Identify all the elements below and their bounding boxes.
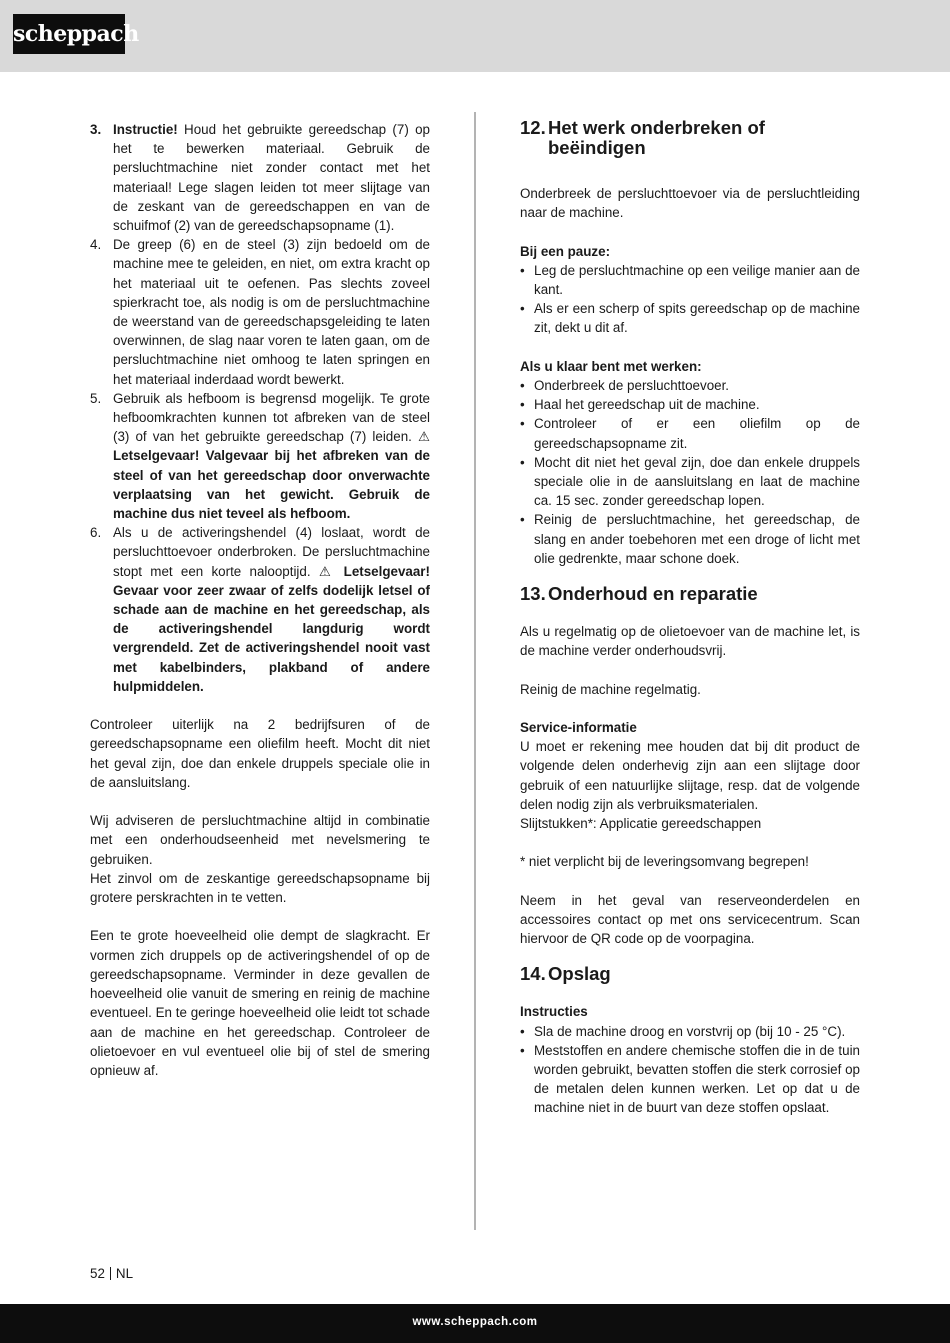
pause-list <box>520 261 860 338</box>
storage-subheading: Instructies <box>520 1004 588 1020</box>
bullet-icon: • <box>520 262 525 278</box>
column-divider <box>474 112 476 1230</box>
section-title: Onderhoud en reparatie <box>548 583 758 605</box>
section-title: Het werk onderbreken of beëindigen <box>548 117 765 158</box>
bullet-item <box>520 261 860 299</box>
language-code: NL <box>115 1266 134 1281</box>
done-subheading: Als u klaar bent met werken: <box>520 358 702 374</box>
list-item-text <box>113 235 430 389</box>
page-header <box>0 0 950 72</box>
scheppach-logo: scheppach <box>13 14 125 54</box>
section-12-intro: Onderbreek de persluchttoevoer via de persluchtleiding naar de machine. <box>520 186 860 221</box>
storage-list <box>520 1022 860 1118</box>
section-number: 13. <box>520 583 546 605</box>
paragraph-maintenance-unit: Wij adviseren de persluchtmachine altijd in combinatie met een onderhoudseenheid met nevelsmering te gebruiken. <box>90 813 430 867</box>
bullet-text: Reinig de persluchtmachine, het gereedschap, de slang en ander toebehoren met een droge of licht met olie gedrenkte, maar schone doek. <box>534 512 860 566</box>
list-item <box>90 389 430 523</box>
bullet-item <box>520 1041 860 1118</box>
bullet-text: Onderbreek de persluchttoevoer. <box>534 378 730 393</box>
service-subheading: Service-informatie <box>520 720 637 736</box>
section-14-heading <box>520 964 860 984</box>
bullet-icon: • <box>520 512 525 528</box>
bullet-item <box>520 453 860 511</box>
pause-subheading: Bij een pauze: <box>520 243 611 259</box>
body-text: Houd het gebruikte gereedschap (7) op het te bewerken materiaal. Gebruik de persluchtmachine niet zonder contact met het materiaal! Lege slagen leiden tot meer slijtage van de zeskant van de gereedschappen en van de schuifmof (2) van de gereedschapsopname (1). <box>113 122 430 234</box>
website-url: www.scheppach.com <box>412 1316 538 1328</box>
warning-text: Instructie! <box>113 122 178 137</box>
bullet-text: Leg de persluchtmachine op een veilige manier aan de kant. <box>534 262 860 297</box>
bullet-icon: • <box>520 397 525 413</box>
bullet-text: Als er een scherp of spits gereedschap op de machine zit, dekt u dit af. <box>534 301 860 336</box>
list-item <box>90 120 430 235</box>
list-item-number: 5. <box>90 390 102 406</box>
bullet-icon: • <box>520 378 525 393</box>
bullet-icon: • <box>520 454 525 470</box>
bullet-item <box>520 299 860 337</box>
section-number: 12. <box>520 117 546 138</box>
paragraph-grease: Het zinvol om de zeskantige gereedschapsopname bij grotere perskrachten in te vetten. <box>90 870 430 906</box>
list-item-text <box>113 120 430 235</box>
body-text: Gebruik als hefboom is begrensd mogelijk. Te grote hefboomkrachten kunnen tot afbreken van de steel (3) of van het gebruikte gereedschap (7) leiden. <box>113 390 430 445</box>
list-item <box>90 523 430 696</box>
section-title: Opslag <box>548 963 611 985</box>
right-column <box>520 116 860 1118</box>
bullet-item <box>520 1022 860 1041</box>
paragraph-oil-check: Controleer uiterlijk na 2 bedrijfsuren of de gereedschapsopname een oliefilm heeft. Mocht dit niet het geval zijn, doe dan enkele druppels speciale olie in de aansluitslang. <box>90 717 430 790</box>
section-13-paragraph: Als u regelmatig op de olietoevoer van de machine let, is de machine verder onderhoudsvrij. <box>520 624 860 659</box>
service-text: U moet er rekening mee houden dat bij dit product de volgende delen onderhevig zijn aan een slijtage door gebruik of een natuurlijke slijtage, resp. dat de volgende delen nodig zijn als verbruiksmaterialen. <box>520 739 860 812</box>
list-item <box>90 235 430 389</box>
list-item-text <box>113 389 430 523</box>
left-column <box>90 120 430 1080</box>
section-13-heading <box>520 584 860 604</box>
section-12-heading <box>520 118 860 158</box>
footer-separator <box>110 1267 111 1280</box>
bullet-text: Haal het gereedschap uit de machine. <box>534 397 760 413</box>
delivery-note: * niet verplicht bij de leveringsomvang begrepen! <box>520 854 809 870</box>
bullet-item <box>520 376 860 395</box>
section-number: 14. <box>520 963 546 985</box>
spare-parts-paragraph: Neem in het geval van reserveonderdelen en accessoires contact op met ons servicecentrum. Scan hiervoor de QR code op de voorpagina. <box>520 892 860 947</box>
bullet-item <box>520 395 860 414</box>
bullet-icon: • <box>520 1042 525 1058</box>
bullet-text: Sla de machine droog en vorstvrij op (bij 10 - 25 °C). <box>534 1023 846 1039</box>
wear-parts: Slijtstukken*: Applicatie gereedschappen <box>520 816 762 832</box>
page-number: 52 <box>90 1266 105 1281</box>
warning-text: ⚠ Letselgevaar! Gevaar voor zeer zwaar of zelfs dodelijk letsel of schade aan de machine en het gereedschap, als de activeringshendel langdurig wordt vergrendeld. Zet de activeringshendel nooit vast met kabelbinders, plakband of andere hulpmiddelen. <box>113 563 430 694</box>
paragraph-oil-quantity: Een te grote hoeveelheid olie dempt de slagkracht. Er vormen zich druppels op de activeringshendel of op de gereedschapsopname. Verminder in deze gevallen de hoeveelheid olie vanuit de smering en reinig de machine eventueel. En te geringe hoeveelheid olie leidt tot schade aan de machine en het gereedschap. Controleer de olietoevoer en vul eventueel olie bij of stel de smering opnieuw af. <box>90 928 430 1078</box>
page-footer-label <box>90 1265 133 1283</box>
list-item-number: 6. <box>90 525 102 541</box>
list-item-text <box>113 523 430 696</box>
bullet-item <box>520 414 860 452</box>
section-13-clean: Reinig de machine regelmatig. <box>520 681 701 697</box>
list-item-number: 4. <box>90 237 102 253</box>
bullet-icon: • <box>520 416 525 432</box>
footer-bar <box>0 1304 950 1343</box>
bullet-icon: • <box>520 301 525 317</box>
done-list <box>520 376 860 568</box>
bullet-text: Mocht dit niet het geval zijn, doe dan enkele druppels speciale olie in de aansluitslang en laat de machine ca. 15 sec. zonder gereedschap lopen. <box>534 454 860 509</box>
bullet-icon: • <box>520 1023 525 1039</box>
warning-text: ⚠ Letselgevaar! Valgevaar bij het afbreken van de steel of van het gereedschap door onverwachte verplaatsing van het gewicht. Gebruik de machine dus niet teveel als hefboom. <box>113 429 430 522</box>
bullet-text: Controleer of er een oliefilm op de gereedschapsopname zit. <box>534 416 860 451</box>
bullet-text: Meststoffen en andere chemische stoffen die in de tuin worden gebruikt, bevatten stoffen die sterk corrosief op de metalen delen kunnen werken. Let op dat u de machine niet in de buurt van deze stoffen opslaat. <box>534 1042 860 1116</box>
body-text: Als u de activeringshendel (4) loslaat, wordt de persluchttoevoer onderbroken. De persluchtmachine stopt met een korte nalooptijd. <box>113 525 430 579</box>
list-item-number: 3. <box>90 122 102 137</box>
instruction-list <box>90 120 430 696</box>
bullet-item <box>520 510 860 568</box>
body-text: De greep (6) en de steel (3) zijn bedoeld om de machine mee te geleiden, en niet, om extra kracht op het materiaal uit te oefenen. Pas slechts zoveel spierkracht toe, als nodig is om de persluchtmachine de weerstand van de gereedschapsgeleiding te laten overwinnen, de slag naar voren te laten gaan, om de persluchtmachine niet omhoog te laten springen en het materiaal inderdaad wordt bewerkt. <box>113 237 430 387</box>
